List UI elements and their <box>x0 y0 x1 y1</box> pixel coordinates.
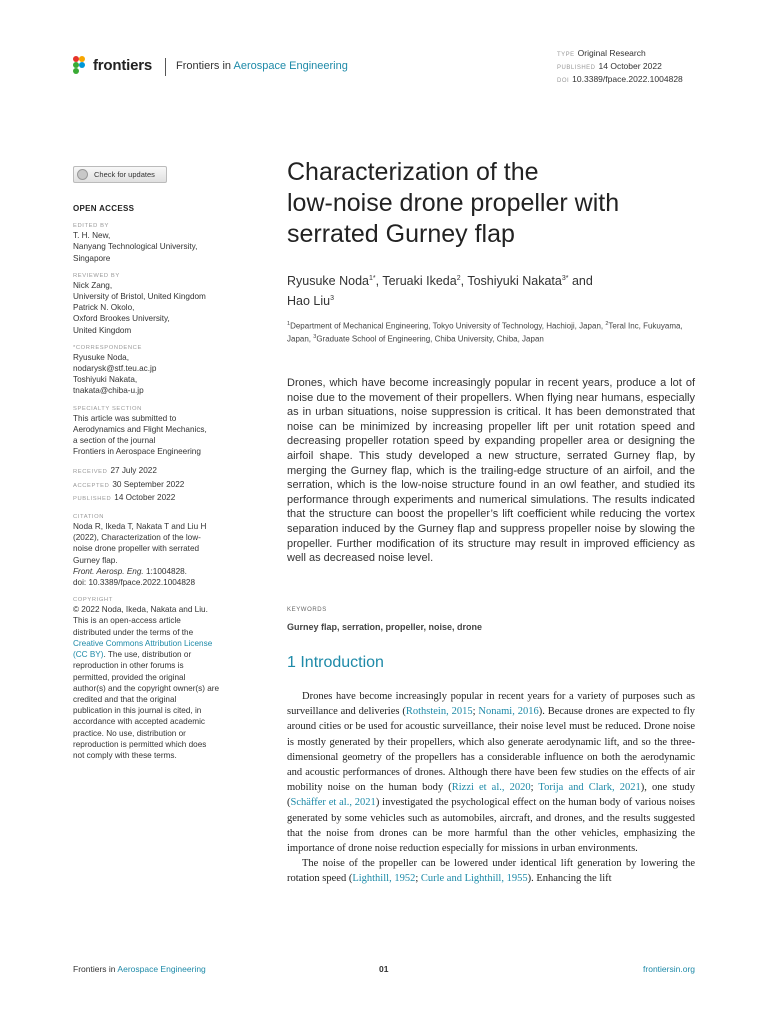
article-sidebar <box>73 166 243 761</box>
frontiers-logo[interactable] <box>73 56 152 74</box>
citation-link[interactable]: Curle and Lighthill, 1955 <box>420 873 528 885</box>
text-line: not comply with these terms. <box>73 750 177 760</box>
text-line: noise drone propeller with serrated <box>73 544 200 554</box>
meta-published: PUBLISHED 14 October 2022 <box>557 61 662 71</box>
correspondence-label: *CORRESPONDENCE <box>73 344 142 351</box>
citation-link[interactable]: Rizzi et al., 2020 <box>451 782 531 794</box>
citation <box>73 521 243 566</box>
text-line: Toshiyuki Nakata, <box>73 375 138 385</box>
meta-type: TYPE Original Research <box>557 48 646 58</box>
citation-link[interactable]: Torija and Clark, 2021 <box>538 782 641 794</box>
article-meta <box>557 48 683 87</box>
text-line: Aerodynamics and Flight Mechanics, <box>73 424 207 434</box>
text-line: nodarysk@stf.teu.ac.jp <box>73 364 157 374</box>
copyright-terms <box>73 660 243 761</box>
text-line: practice. No use, distribution or <box>73 728 186 738</box>
text-line: credited and that the original <box>73 694 177 704</box>
reviewed-by <box>73 280 243 336</box>
footer-journal[interactable]: Frontiers in Aerospace Engineering <box>73 964 206 974</box>
text-line: Singapore <box>73 253 111 263</box>
date-published: PUBLISHED 14 October 2022 <box>73 492 176 502</box>
text-line: Nanyang Technological University, <box>73 242 198 252</box>
dates <box>73 465 243 505</box>
text-line: This article was submitted to <box>73 413 177 423</box>
text-line: Patrick N. Okolo, <box>73 303 135 313</box>
text-run: ; <box>415 873 421 885</box>
text-line: Frontiers in Aerospace Engineering <box>73 447 201 457</box>
body-text <box>287 689 695 887</box>
specialty-label: SPECIALTY SECTION <box>73 405 142 412</box>
text-line: tnakata@chiba-u.jp <box>73 386 144 396</box>
specialty-section <box>73 413 243 458</box>
article-title: Characterization of the low-noise drone propeller with serrated Gurney flap <box>287 158 620 248</box>
text-line: publication in this journal is cited, in <box>73 706 202 716</box>
cc-license-link[interactable]: Creative Commons Attribution License (CC BY). The use, distribution or <box>73 638 213 660</box>
author[interactable]: Toshiyuki Nakata$^{3*}$ <box>467 274 569 289</box>
page-footer <box>73 964 695 976</box>
page-number: 01 <box>379 964 389 974</box>
journal-name[interactable]: Frontiers in Aerospace Engineering <box>176 60 348 72</box>
footer-site-link[interactable]: frontiersin.org <box>643 964 695 974</box>
section-heading: 1 Introduction <box>287 654 384 671</box>
author[interactable]: Teruaki Ikeda$^2$ <box>382 274 461 289</box>
text-line: Noda R, Ikeda T, Nakata T and Liu H <box>73 522 207 532</box>
reviewed-by-label: REVIEWED BY <box>73 272 120 279</box>
text-run: ), one study ( <box>287 782 695 809</box>
text-line: United Kingdom <box>73 325 132 335</box>
citation-label: CITATION <box>73 514 104 521</box>
text-line: Gurney flap. <box>73 555 118 565</box>
text-line: a section of the journal <box>73 436 156 446</box>
text-run: ). Because drones are expected to fly around cities or be used for acoustic surveillance, their noise level must be reduced. Drone noise is mostly generated by their propellers, which also generate aerodynamic lift, and so the three-dimensional geometry of the propellers has a considerable influence on both the aerodynamic and acoustic performances of drones. Although there have been few studies on the effects of air mobility noise on the human body ( <box>287 706 695 794</box>
citation-link[interactable]: Rothstein, 2015 <box>405 706 473 718</box>
affiliations: $^1$Department of Mechanical Engineering, Tokyo University of Technology, Hachioji, Japan, $^2$Teral Inc, Fukuyama, Japan, $^3$Graduate School of Engineering, Chiba University, Chiba, Japan <box>287 321 683 344</box>
date-accepted: ACCEPTED 30 September 2022 <box>73 479 185 489</box>
citation-doi: doi: 10.3389/fpace.2022.1004828 <box>73 578 196 588</box>
logo-text: frontiers <box>93 56 153 74</box>
edited-by <box>73 230 243 264</box>
text-run: ). Enhancing the lift <box>527 873 612 885</box>
date-received: RECEIVED 27 July 2022 <box>73 466 157 476</box>
text-run: ; <box>530 782 539 794</box>
citation-link[interactable]: Nonami, 2016 <box>478 706 539 718</box>
abstract: Drones, which have become increasingly popular in recent years, produce a lot of noise due to the movement of their propellers. When flying near humans, especially as in urban situations, noise suppression is critical. It has been demonstrated that noise can be minimized by increasing propeller lift per unit rotation speed and decreasing propeller rotation speed by expanding propeller area or designing the airfoil shape. This study developed a new structure, serrated Gurney flap, by merging the Gurney flap, which is the trailing-edge structure of an airfoil, and the serration, which is the low-noise structure found in an owl feather, and studied its performance through experiments and numerical simulations. The results indicated that the structure can boost the propeller’s lift coefficient while reducing the vortex separation induced by the Gurney flap and suppress propeller noise by slowing the propeller. Further modification of its structure may result in improved efficiency as well as decreased noise level. <box>287 377 695 565</box>
keywords: Gurney flap, serration, propeller, noise, drone <box>287 622 483 632</box>
author[interactable]: Ryusuke Noda$^{1*}$ <box>287 274 376 289</box>
header-divider <box>165 58 166 76</box>
citation-journal: Front. Aerosp. Eng. 1:1004828. <box>73 566 187 576</box>
paragraph <box>287 689 695 856</box>
text-line: reproduction in other forums is <box>73 661 184 671</box>
citation-link[interactable]: Lighthill, 1952 <box>352 873 416 885</box>
article-head <box>287 157 695 345</box>
author-list: Ryusuke Noda$^{1*}$, Teruaki Ikeda$^2$, Toshiyuki Nakata$^{3*}$ and Hao Liu$^3$ <box>287 274 593 309</box>
text-run: Drones have become increasingly popular in recent years for a variety of purposes such as surveillance and deliveries ( <box>287 691 695 718</box>
text-line: permitted, provided the original <box>73 672 186 682</box>
meta-doi: DOI 10.3389/fpace.2022.1004828 <box>557 74 683 84</box>
text-line: Nick Zang, <box>73 280 113 290</box>
paragraph <box>287 856 695 886</box>
text-line: author(s) and the copyright owner(s) are <box>73 683 220 693</box>
text-line: This is an open-access article <box>73 616 181 626</box>
text-line: © 2022 Noda, Ikeda, Nakata and Liu. <box>73 605 208 615</box>
correspondence <box>73 352 243 397</box>
text-line: T. H. New, <box>73 231 111 241</box>
edited-by-label: EDITED BY <box>73 223 110 230</box>
frontiers-logo-icon <box>73 56 89 74</box>
copyright-label: COPYRIGHT <box>73 597 113 604</box>
text-run: The noise of the propeller can be lowered under identical lift generation by lowering the rotation speed ( <box>287 858 695 885</box>
text-line: (2022), Characterization of the low- <box>73 533 201 543</box>
citation-link[interactable]: Schäffer et al., 2021 <box>290 797 376 809</box>
check-for-updates-button[interactable]: Check for updates <box>73 166 167 183</box>
author[interactable]: Hao Liu$^3$ <box>287 294 334 309</box>
keywords-label: KEYWORDS <box>287 607 327 613</box>
text-run: ) investigated the psychological effect on the human body of various noises generated by some vehicles such as automobiles, aircraft, and drones, and the results suggested that the noise from drones can be more harmful than the other vehicles, emphasizing the importance of drone noise reduction especially for missions in urban environments. <box>287 797 695 855</box>
copyright-text <box>73 604 243 638</box>
text-line: distributed under the terms of the <box>73 627 194 637</box>
text-line: accordance with accepted academic <box>73 717 205 727</box>
text-line: reproduction is permitted which does <box>73 739 207 749</box>
text-line: University of Bristol, United Kingdom <box>73 292 206 302</box>
text-line: Ryusuke Noda, <box>73 352 129 362</box>
refresh-icon <box>77 169 88 180</box>
open-access-label: OPEN ACCESS <box>73 204 135 213</box>
text-run: ; <box>472 706 479 718</box>
text-line: Oxford Brookes University, <box>73 314 170 324</box>
